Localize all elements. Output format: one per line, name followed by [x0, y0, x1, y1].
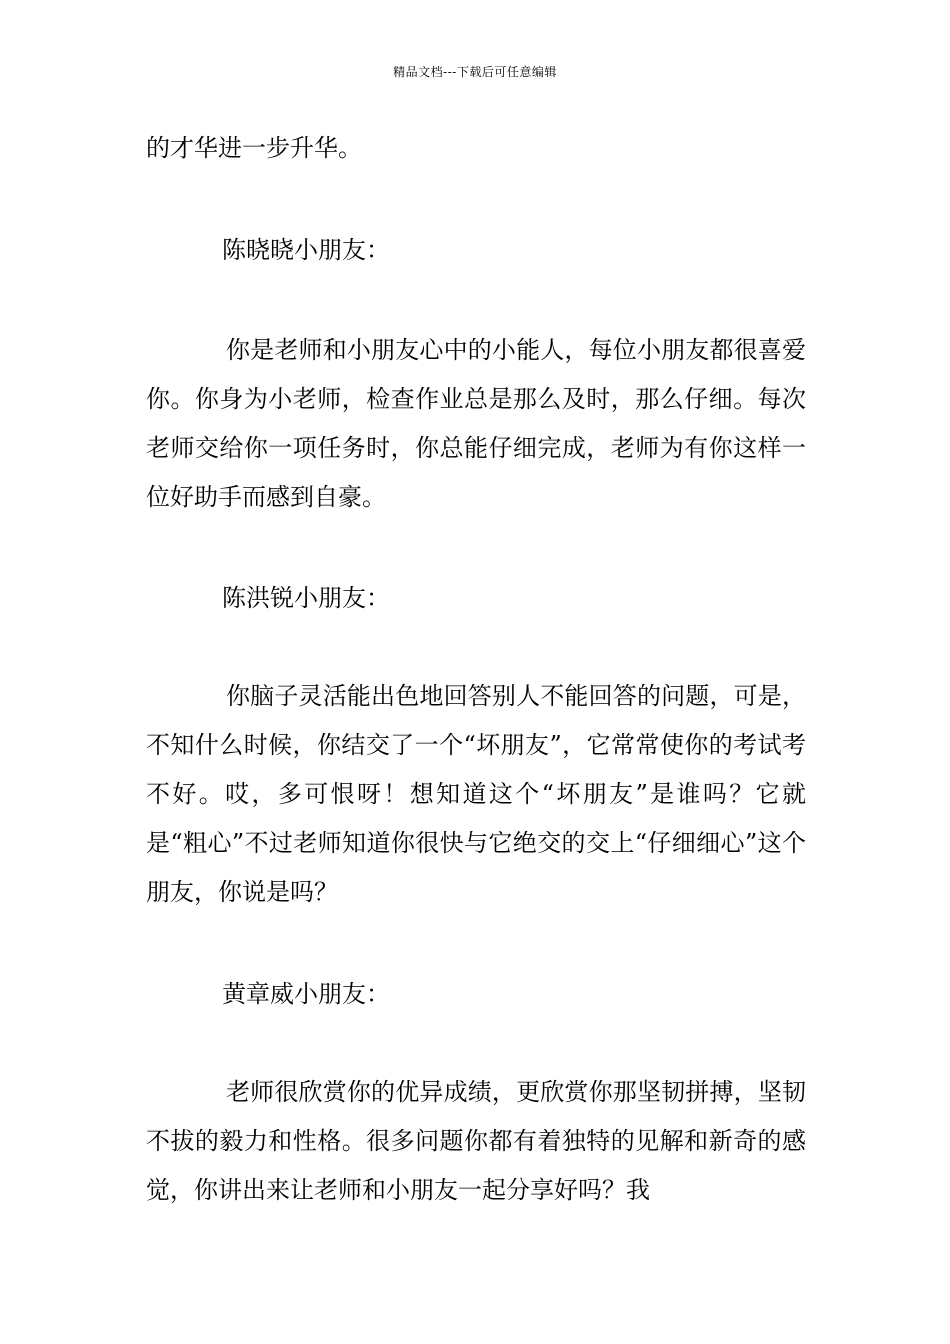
paragraph-comment-chen-hongrui: 你脑子灵活能出色地回答别人不能回答的问题，可是，不知什么时候，你结交了一个“坏朋友”，它常常使你的考试考不好。哎，多可恨呀！想知道这个“坏朋友”是谁吗？它就是“粗心”不过老师知道你很快与它绝交的交上“仔细细心”这个朋友，你说是吗？	[146, 682, 806, 906]
paragraph-comment-huang-zhangwei: 老师很欣赏你的优异成绩，更欣赏你那坚韧拼搏，坚韧不拔的毅力和性格。很多问题你都有着独特的见解和新奇的感觉，你讲出来让老师和小朋友一起分享好吗？我	[146, 1078, 806, 1204]
greeting-huang-zhangwei: 黄章威小朋友：	[222, 980, 390, 1008]
page-header: 精品文档---下载后可任意编辑	[393, 65, 557, 79]
greeting-chen-xiaoxiao: 陈晓晓小朋友：	[222, 236, 390, 264]
paragraph-comment-chen-xiaoxiao: 你是老师和小朋友心中的小能人，每位小朋友都很喜爱你。你身为小老师，检查作业总是那么及时，那么仔细。每次老师交给你一项任务时，你总能仔细完成，老师为有你这样一位好助手而感到自豪。	[146, 336, 806, 511]
greeting-chen-hongrui: 陈洪锐小朋友：	[222, 584, 390, 612]
paragraph-continuation: 的才华进一步升华。	[146, 134, 362, 162]
